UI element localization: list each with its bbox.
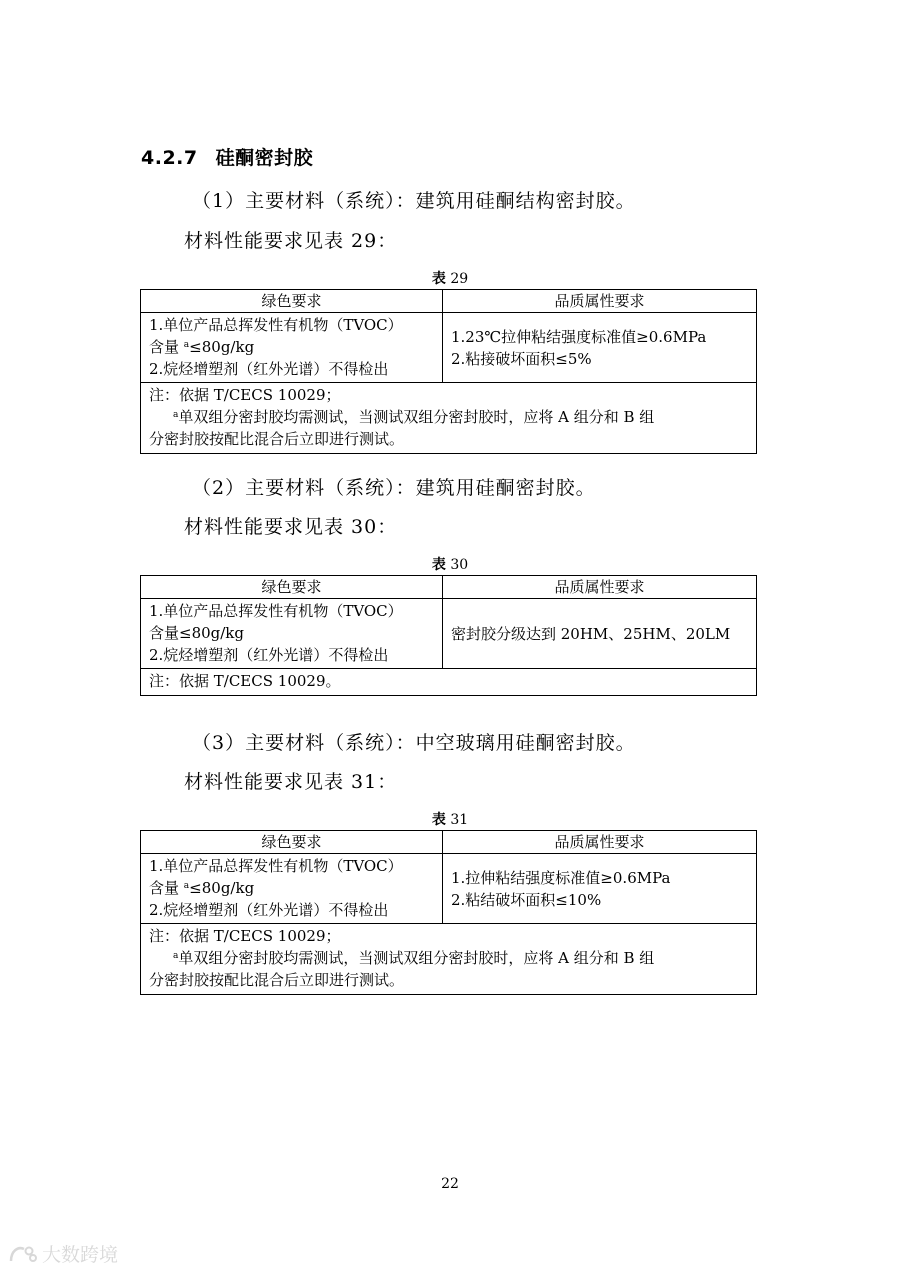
green-line-3: 2.烷烃增塑剂（红外光谱）不得检出 <box>149 360 389 378</box>
table-note <box>141 383 757 454</box>
header-green-requirements: 绿色要求 <box>141 576 443 599</box>
header-quality-requirements: 品质属性要求 <box>443 576 757 599</box>
quality-line-1: 1.拉伸粘结强度标准值≥0.6MPa <box>451 868 671 887</box>
table-note <box>141 924 757 995</box>
note-text: 单双组分密封胶均需测试，当测试双组分密封胶时，应将 A 组分和 B 组 <box>178 408 655 426</box>
spec-table-30 <box>140 575 757 696</box>
quality-requirements-cell <box>443 599 757 669</box>
quality-line-2: 2.粘结破坏面积≤10% <box>451 890 602 909</box>
green-line-2: 含量≤80g/kg <box>149 624 245 642</box>
quality-line-1: 1.23℃拉伸粘结强度标准值≥0.6MPa <box>451 327 707 346</box>
quality-requirements-cell <box>443 313 757 383</box>
table-note-row <box>141 669 757 696</box>
table-note-row <box>141 924 757 995</box>
table-caption-30 <box>0 554 900 574</box>
quality-line-2: 2.粘接破坏面积≤5% <box>451 349 592 368</box>
caption-label: 表 <box>431 271 446 287</box>
material-intro-2: （2）主要材料（系统）：建筑用硅酮密封胶。 <box>192 477 596 499</box>
footnote-marker: a <box>183 881 190 891</box>
green-line-1: 1.单位产品总挥发性有机物（TVOC） <box>149 602 403 620</box>
note-line-2 <box>149 406 748 428</box>
footnote-marker: a <box>173 951 179 961</box>
green-line-3: 2.烷烃增塑剂（红外光谱）不得检出 <box>149 646 389 664</box>
quality-line-1: 密封胶分级达到 20HM、25HM、20LM <box>451 624 731 643</box>
green-text: 含量 <box>149 879 180 897</box>
caption-label: 表 <box>431 557 446 573</box>
note-line-3: 分密封胶按配比混合后立即进行测试。 <box>149 971 405 989</box>
header-green-requirements: 绿色要求 <box>141 290 443 313</box>
caption-number: 29 <box>450 271 469 287</box>
green-text: 含量 <box>149 338 180 356</box>
table-reference-29: 材料性能要求见表 29： <box>184 230 398 252</box>
header-green-requirements: 绿色要求 <box>141 831 443 854</box>
table-note <box>141 669 757 696</box>
green-requirements-cell <box>141 599 443 669</box>
quality-requirements-cell <box>443 854 757 924</box>
section-title: 硅酮密封胶 <box>215 147 314 169</box>
watermark <box>8 1240 118 1267</box>
caption-number: 30 <box>450 557 469 573</box>
page-number: 22 <box>441 1176 459 1192</box>
header-quality-requirements: 品质属性要求 <box>443 831 757 854</box>
table-row <box>141 599 757 669</box>
spec-table-31 <box>140 830 757 995</box>
caption-label: 表 <box>431 812 446 828</box>
green-line-1: 1.单位产品总挥发性有机物（TVOC） <box>149 857 403 875</box>
table-header-row <box>141 290 757 313</box>
green-line-1: 1.单位产品总挥发性有机物（TVOC） <box>149 316 403 334</box>
footnote-marker: a <box>183 340 190 350</box>
table-note-row <box>141 383 757 454</box>
table-row <box>141 313 757 383</box>
note-text: 单双组分密封胶均需测试，当测试双组分密封胶时，应将 A 组分和 B 组 <box>178 949 655 967</box>
green-requirements-cell <box>141 313 443 383</box>
material-intro-1: （1）主要材料（系统）：建筑用硅酮结构密封胶。 <box>192 190 636 212</box>
green-line-2 <box>149 336 438 358</box>
note-line-2 <box>149 947 748 969</box>
green-value: ≤80g/kg <box>189 879 255 897</box>
note-line-1: 注：依据 T/CECS 10029； <box>149 927 341 945</box>
table-row <box>141 854 757 924</box>
note-line-1: 注：依据 T/CECS 10029； <box>149 386 341 404</box>
caption-number: 31 <box>450 812 469 828</box>
table-header-row <box>141 576 757 599</box>
note-line-1: 注：依据 T/CECS 10029。 <box>149 672 341 690</box>
watermark-logo-icon <box>8 1243 38 1265</box>
table-caption-31 <box>0 809 900 829</box>
table-caption-29 <box>0 268 900 288</box>
section-heading <box>141 143 313 170</box>
spec-table-29 <box>140 289 757 454</box>
watermark-text: 大数跨境 <box>42 1244 119 1266</box>
table-reference-30: 材料性能要求见表 30： <box>184 516 398 538</box>
green-value: ≤80g/kg <box>189 338 255 356</box>
table-reference-31: 材料性能要求见表 31： <box>184 771 398 793</box>
green-requirements-cell <box>141 854 443 924</box>
header-quality-requirements: 品质属性要求 <box>443 290 757 313</box>
note-line-3: 分密封胶按配比混合后立即进行测试。 <box>149 430 405 448</box>
footnote-marker: a <box>173 410 179 420</box>
section-number: 4.2.7 <box>141 147 198 169</box>
green-line-3: 2.烷烃增塑剂（红外光谱）不得检出 <box>149 901 389 919</box>
table-header-row <box>141 831 757 854</box>
material-intro-3: （3）主要材料（系统）：中空玻璃用硅酮密封胶。 <box>192 732 636 754</box>
green-line-2 <box>149 877 438 899</box>
